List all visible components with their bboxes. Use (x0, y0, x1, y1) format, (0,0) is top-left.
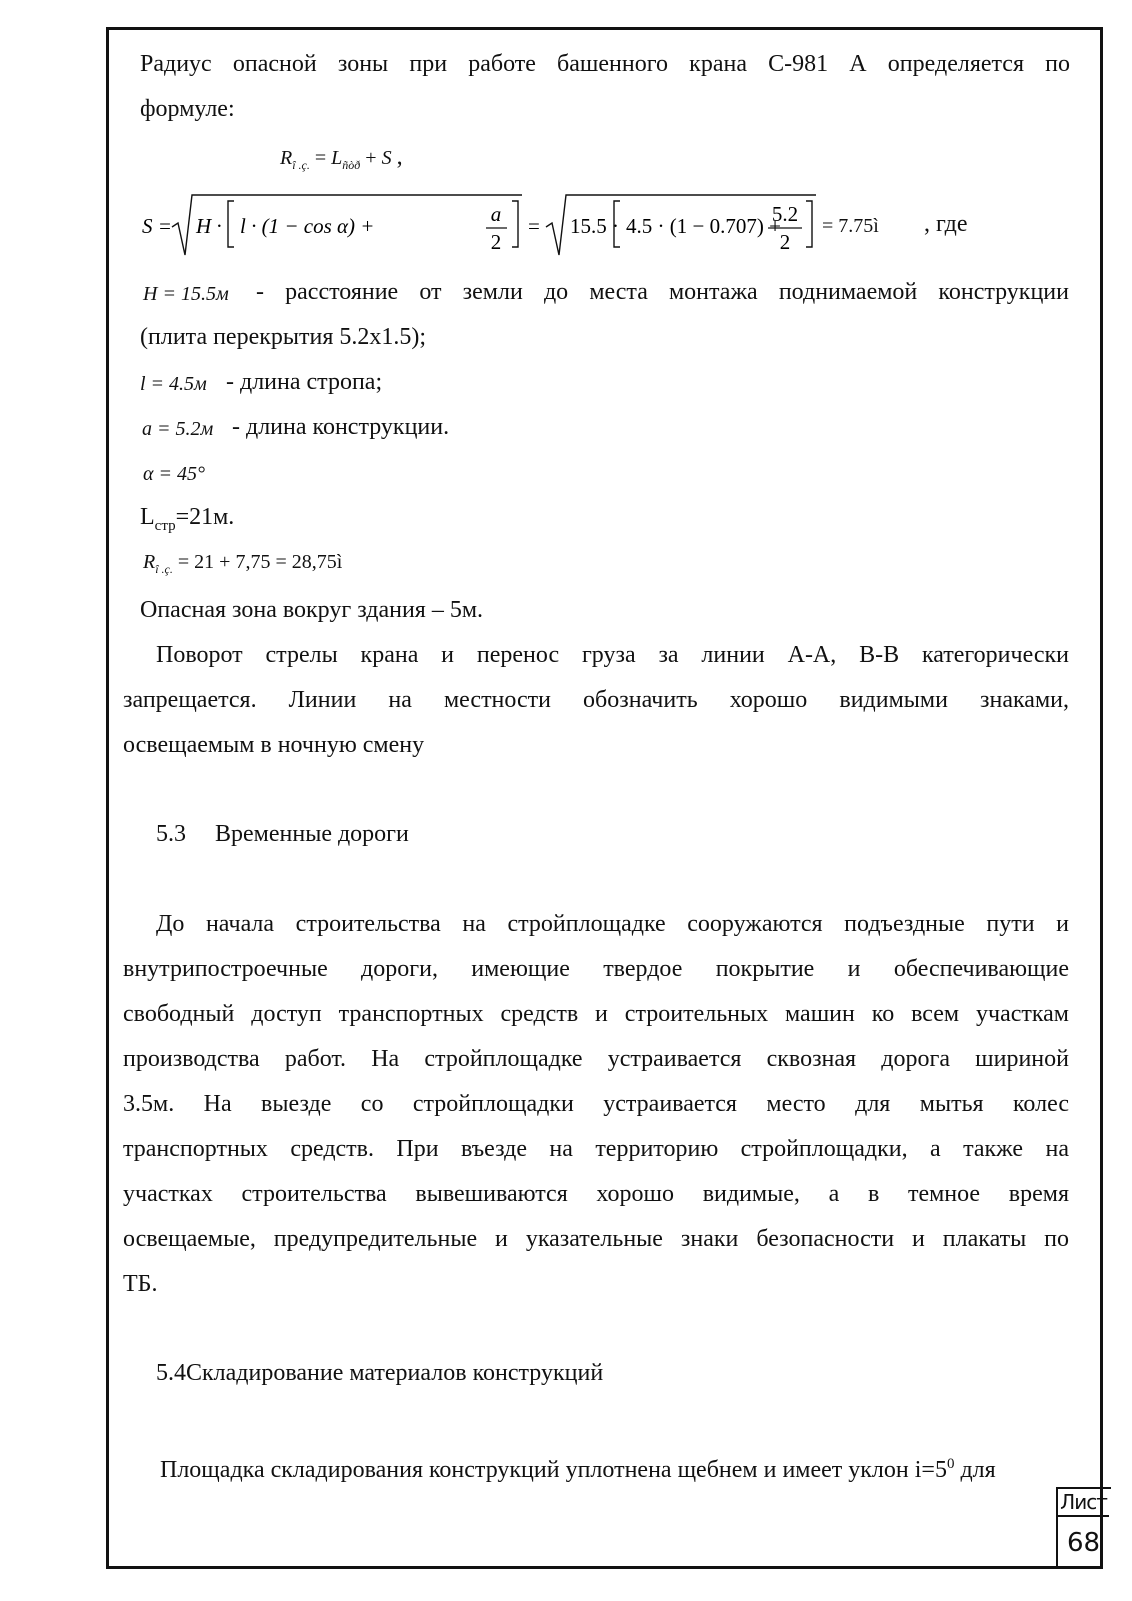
def-L-main: L (140, 504, 155, 530)
intro-line-2: формуле: (140, 96, 235, 122)
def-L (140, 503, 234, 540)
danger-zone-text: Опасная зона вокруг здания – 5м. (140, 597, 484, 623)
formula2-term1-l: l · (1 − cos α) + (240, 214, 375, 238)
formula-plus: + (365, 147, 377, 169)
last-line-text: Площадка складирования конструкций уплотнена щебнем и имеет уклон i=5 (160, 1457, 947, 1483)
intro-line-1: Радиус опасной зоны при работе башенного крана С-981 А определяется по (140, 51, 1070, 77)
def-alpha: α = 45° (143, 463, 205, 485)
section-5-4-title: 5.4Складирование материалов конструкций (156, 1360, 604, 1386)
def-R-sub: î .ç. (155, 562, 173, 576)
formula-L-sub: ñòð (342, 158, 361, 172)
last-line-tail: для (960, 1457, 996, 1483)
formula-R-sub: î .ç. (292, 158, 310, 172)
bracket-right-2 (806, 201, 812, 247)
section-5-3-number: 5.3 (156, 821, 186, 847)
def-a-text: - длина конструкции. (232, 414, 450, 440)
formula2-term1-H: H · (196, 214, 222, 238)
para2-line-4: производства работ. На стройплощадке устраивается сквозная дорога шириной (123, 1046, 1069, 1072)
para2-line-1: До начала строительства на стройплощадке сооружаются подъездные пути и (156, 911, 1069, 937)
formula-R: R (280, 147, 293, 169)
def-L-sub: стр (154, 517, 176, 534)
para1-line-1: Поворот стрелы крана и перенос груза за линии А-А, В-В категорически (156, 642, 1069, 668)
sheet-label: Лист (1058, 1489, 1109, 1517)
bracket-right-1 (512, 201, 518, 247)
formula2-term2-den: 2 (779, 230, 791, 254)
def-l-text: - длина стропа; (226, 369, 383, 395)
def-H-text-2: (плита перекрытия 5.2х1.5); (140, 324, 427, 350)
sheet-number: 68 (1066, 1528, 1101, 1558)
formula-comma: , (396, 144, 403, 170)
formula2-result (822, 212, 879, 240)
def-H-symbol: H = 15.5м (143, 283, 229, 305)
formula-radius (280, 143, 403, 179)
last-line-sup: 0 (946, 1456, 955, 1472)
formula2-lhs: S = (142, 214, 172, 238)
para2-line-5: 3.5м. На выезде со стройплощадки устраивается место для мытья колес (123, 1091, 1069, 1117)
def-l-symbol: l = 4.5м (140, 373, 207, 395)
formula-S: S (381, 147, 392, 169)
last-line (160, 1450, 996, 1484)
formula2-term2-H: 15.5 · (570, 214, 619, 238)
def-a-symbol: a = 5.2м (142, 418, 214, 440)
formula2-term1-den: 2 (490, 230, 502, 254)
para2-line-7: участках строительства вывешиваются хорошо видимые, а в темное время (123, 1181, 1069, 1207)
formula-L: L (331, 147, 343, 169)
formula2-term2-num: 5.2 (771, 202, 799, 226)
def-R-symbol: R (143, 551, 156, 573)
formula2-eq1: = (528, 214, 540, 238)
para1-line-3: освещаемым в ночную смену (123, 732, 425, 758)
para2-line-8: освещаемые, предупредительные и указательные знаки безопасности и плакаты по (123, 1226, 1069, 1252)
formula2-result-value: = 7.75ì (822, 215, 879, 237)
formula-s-calc (130, 185, 850, 265)
def-H-text-1: - расстояние от земли до места монтажа поднимаемой конструкции (256, 279, 1069, 305)
formula2-term1-num: a (490, 202, 502, 226)
bracket-left-1 (228, 201, 234, 247)
para2-line-3: свободный доступ транспортных средств и строительных машин ко всем участкам (123, 1001, 1069, 1027)
def-L-rest: =21м. (175, 504, 235, 530)
def-R-rest: = 21 + 7,75 = 28,75ì (177, 551, 343, 573)
def-R (143, 548, 342, 583)
para2-line-2: внутрипостроечные дороги, имеющие твердое покрытие и обеспечивающие (123, 956, 1069, 982)
formula2-suffix: , где (924, 211, 968, 237)
para1-line-2: запрещается. Линии на местности обозначить хорошо видимыми знаками, (123, 687, 1069, 713)
formula-eq: = (314, 147, 327, 169)
section-5-3-title: Временные дороги (215, 821, 409, 847)
para2-line-6: транспортных средств. При въезде на территорию стройплощадки, а также на (123, 1136, 1069, 1162)
para2-line-9: ТБ. (123, 1271, 158, 1297)
formula2-term2-l: 4.5 · (1 − 0.707) + (626, 214, 781, 238)
